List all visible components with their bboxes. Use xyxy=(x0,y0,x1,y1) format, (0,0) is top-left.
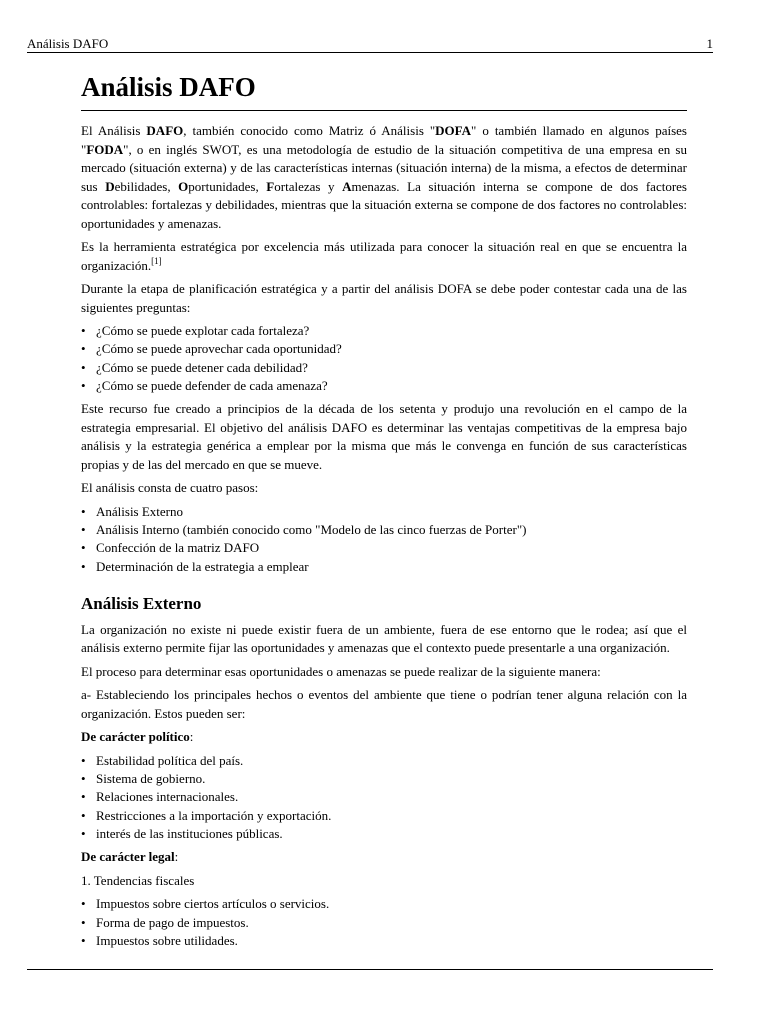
politico-list xyxy=(81,752,687,843)
questions-list xyxy=(81,322,687,395)
list-item: • Relaciones internacionales. xyxy=(81,788,687,806)
page-title: Análisis DAFO xyxy=(81,70,687,111)
paragraph-pasos: El análisis consta de cuatro pasos: xyxy=(81,480,259,496)
list-item: • Sistema de gobierno. xyxy=(81,770,687,788)
list-item: • Impuestos sobre ciertos artículos o servicios. xyxy=(81,895,687,913)
paragraph-recurso: Este recurso fue creado a principios de la década de los setenta y produjo una revolución en el campo de la estrategia empresarial. El objetivo del análisis DAFO es determinar las ventajas competitivas de la empresa bajo análisis y la estrategia genérica a emplear por la misma que más le convenga en función de sus características propias y de las del mercado en que se mueve. xyxy=(81,401,687,472)
list-item: • Análisis Externo xyxy=(81,503,687,521)
footer-rule xyxy=(27,969,713,970)
list-item: • Estabilidad política del país. xyxy=(81,752,687,770)
list-item: • ¿Cómo se puede defender de cada amenaza? xyxy=(81,377,687,395)
header-rule xyxy=(27,52,713,53)
running-header xyxy=(27,36,713,51)
list-item: • ¿Cómo se puede aprovechar cada oportunidad? xyxy=(81,340,687,358)
list-item: • ¿Cómo se puede detener cada debilidad? xyxy=(81,359,687,377)
paragraph-estableciendo: a- Estableciendo los principales hechos o eventos del ambiente que tiene o podrían tener alguna relación con la organización. Estos pueden ser: xyxy=(81,687,687,721)
list-item: • Confección de la matriz DAFO xyxy=(81,539,687,557)
fiscal-list xyxy=(81,895,687,950)
list-item: • Impuestos sobre utilidades. xyxy=(81,932,687,950)
article-body xyxy=(81,70,687,955)
paragraph-proceso: El proceso para determinar esas oportunidades o amenazas se puede realizar de la siguiente manera: xyxy=(81,663,601,679)
running-header-title: Análisis DAFO xyxy=(27,36,109,51)
list-item: • Forma de pago de impuestos. xyxy=(81,914,687,932)
paragraph-organizacion: La organización no existe ni puede existir fuera de un ambiente, fuera de ese entorno que le rodea; así que el análisis externo permite fijar las oportunidades y amenazas que el contexto puede presentarle a una organización. xyxy=(81,621,687,656)
term-dafo: DAFO xyxy=(146,123,184,138)
paragraph-planificacion: Durante la etapa de planificación estratégica y a partir del análisis DOFA se debe poder contestar cada una de las siguientes preguntas: xyxy=(81,281,687,315)
list-item: • Restricciones a la importación y exportación. xyxy=(81,807,687,825)
list-item: • interés de las instituciones públicas. xyxy=(81,825,687,843)
steps-list xyxy=(81,503,687,576)
section-heading-externo: Análisis Externo xyxy=(81,593,202,613)
term-foda: FODA xyxy=(86,141,124,157)
list-item: • ¿Cómo se puede explotar cada fortaleza? xyxy=(81,322,687,340)
intro-paragraph: El Análisis DAFO, también conocido como Matriz ó Análisis "DOFA" o también llamado en algunos países "FODA", o en inglés SWOT, es una metodología de estudio de la situación competitiva de una empresa en su mercado (situación externa) y de las características internas (situación interna) de la misma, a efectos de determinar sus Debilidades, Oportunidades, Fortalezas y Amenazas. La situación interna se compone de dos factores controlables: fortalezas y debilidades, mientras que la situación externa se compone de dos factores no controlables: oportunidades y amenazas. xyxy=(81,123,687,231)
list-item: • Análisis Interno (también conocido como "Modelo de las cinco fuerzas de Porter") xyxy=(81,521,687,539)
fiscal-heading: 1. Tendencias fiscales xyxy=(81,872,195,888)
politico-label: De carácter político: xyxy=(81,729,194,745)
reference-link[interactable]: [1] xyxy=(151,255,162,266)
page-number: 1 xyxy=(706,36,713,51)
list-item: • Determinación de la estrategia a emplear xyxy=(81,558,687,576)
legal-label: De carácter legal: xyxy=(81,849,179,865)
term-dofa: DOFA xyxy=(435,123,472,138)
paragraph-herramienta: Es la herramienta estratégica por excelencia más utilizada para conocer la situación real en que se encuentra la organización.[1] xyxy=(81,239,687,273)
